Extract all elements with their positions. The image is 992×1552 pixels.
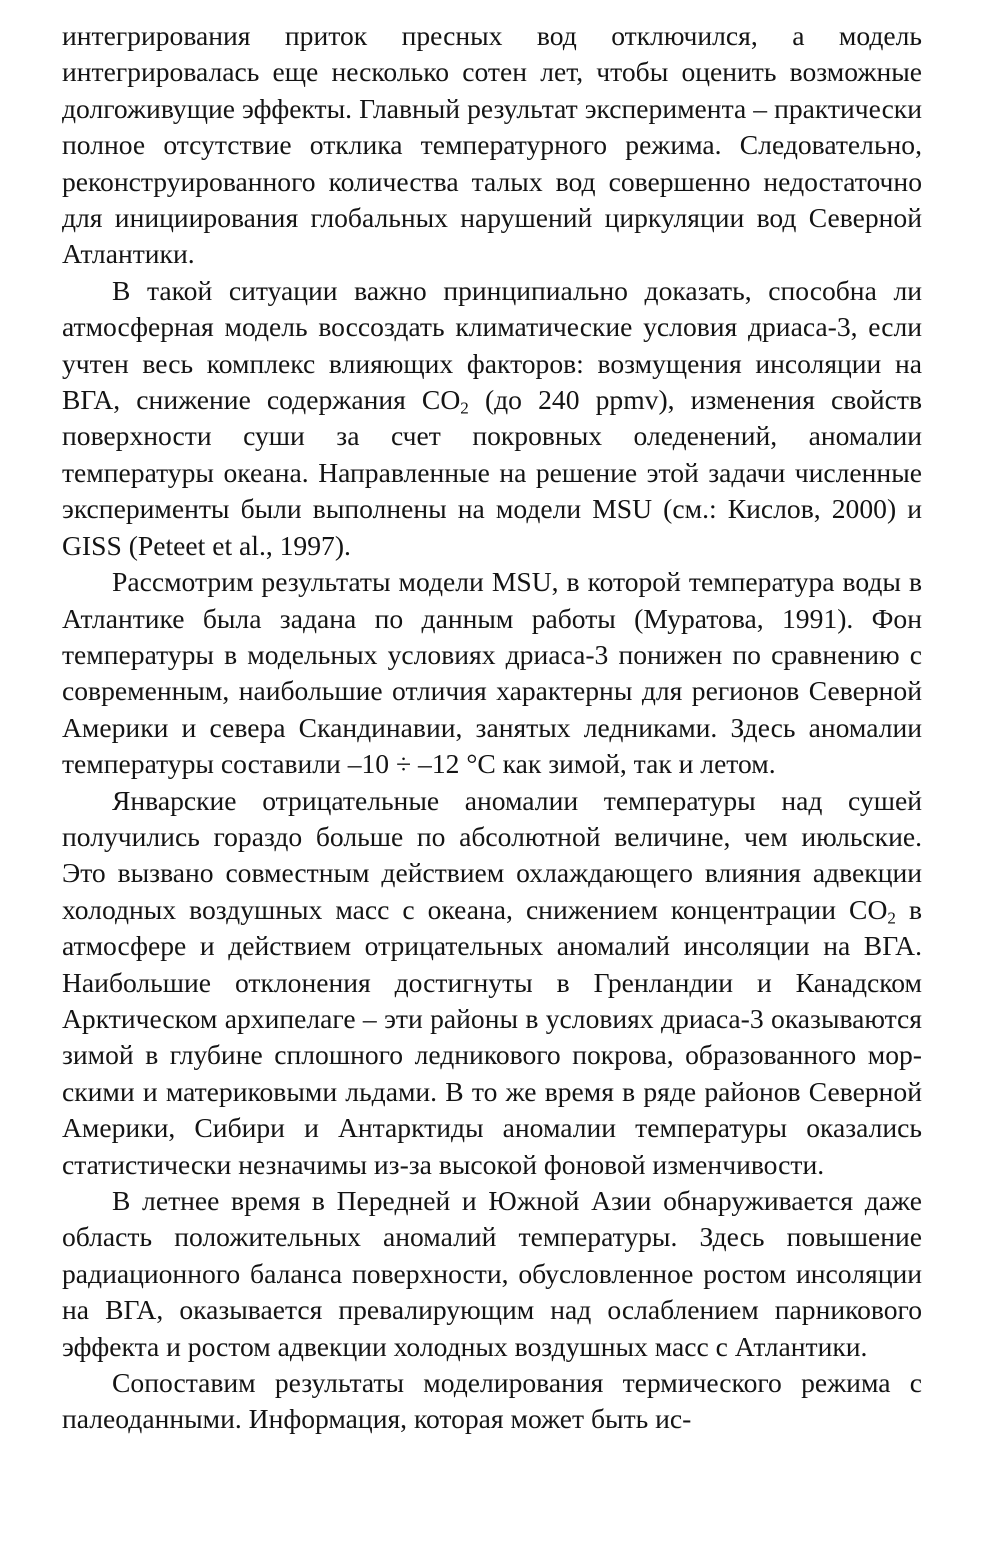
paragraph-summer-anomalies bbox=[62, 1183, 922, 1365]
subscript-2: 2 bbox=[460, 398, 469, 418]
paragraph-text: интегрирования приток пресных вод отключился, а модель интегрировалась еще несколько сотен лет, чтобы оценить возможные долгоживущие эффекты. Главный результат эксперимента – практически полное отсутствие отклика температурного режима. Следовательно, реконструированного количества талых вод совершенно недостаточно для инициирования глобальных нарушений циркуляции вод Северной Атлантики. bbox=[62, 20, 922, 270]
paragraph-model-validation bbox=[62, 273, 922, 564]
paragraph-msu-results bbox=[62, 564, 922, 782]
paragraph-text: В такой ситуации важно принципиально доказать, способна ли атмосферная модель воссоздать климатические условия дриаса-3, если учтен весь комплекс влияющих факторов: возмущения инсоляции на ВГА, снижение содержания CO bbox=[62, 274, 922, 416]
paragraph-text: (до 240 ppmv), изменения свойств поверхности суши за счет покровных оледенений, аномалии температуры океана. Направленные на решение этой задачи численные эксперименты были выполнены на модели MSU (см.: Кислов, 2000) и GISS (Peteet et al., 1997). bbox=[62, 384, 923, 561]
paragraph-paleodata-comparison bbox=[62, 1365, 922, 1438]
paragraph-text: Январские отрицательные аномалии температуры над сушей получились гораздо больше по абсолютной величине, чем июльские. Это вызвано совместным действием охлаждающего влияния адвекции холодных воздушных масс с океана, снижением концентрации CO bbox=[62, 784, 922, 925]
paragraph-text: Рассмотрим результаты модели MSU, в которой температура воды в Атлантике была задана по данным работы (Муратова, 1991). Фон температуры в модельных условиях дриаса-3 понижен по сравнению с современным, наибольшие отличия характерны для регионов Северной Америки и севера Скандинавии, занятых ледниками. Здесь аномалии температуры составили –10 ÷ –12 °C как зимой, так и летом. bbox=[62, 566, 922, 780]
subscript-2: 2 bbox=[887, 908, 896, 928]
paragraph-january-anomalies bbox=[62, 783, 922, 1183]
paragraph-text: В летнее время в Передней и Южной Азии обнаруживается даже область положительных аномалий температуры. Здесь повышение радиационного баланса поверхности, обусловленное ростом инсоляции на ВГА, оказывается превалирующим над ослаблением парникового эффекта и ростом адвекции холодных воздушных масс с Атлантики. bbox=[62, 1185, 922, 1362]
paragraph-text: в атмосфере и действием отрицательных аномалий инсоляции на ВГА. Наибольшие отклонения достигнуты в Гренландии и Канадском Арктическом архипелаге – эти районы в условиях дриаса-3 оказываются зимой в глубине сплошного ледникового покрова, образованного морскими и материковыми льдами. В то же время в ряде районов Северной Америки, Сибири и Антарктиды аномалии температуры оказались статистически незначимы из-за высокой фоновой изменчивости. bbox=[62, 893, 922, 1180]
body-text bbox=[62, 18, 922, 1438]
paragraph-continuation bbox=[62, 18, 922, 273]
paragraph-text: Сопоставим результаты моделирования термического режима с палеоданными. Информация, которая может быть ис- bbox=[62, 1367, 922, 1435]
